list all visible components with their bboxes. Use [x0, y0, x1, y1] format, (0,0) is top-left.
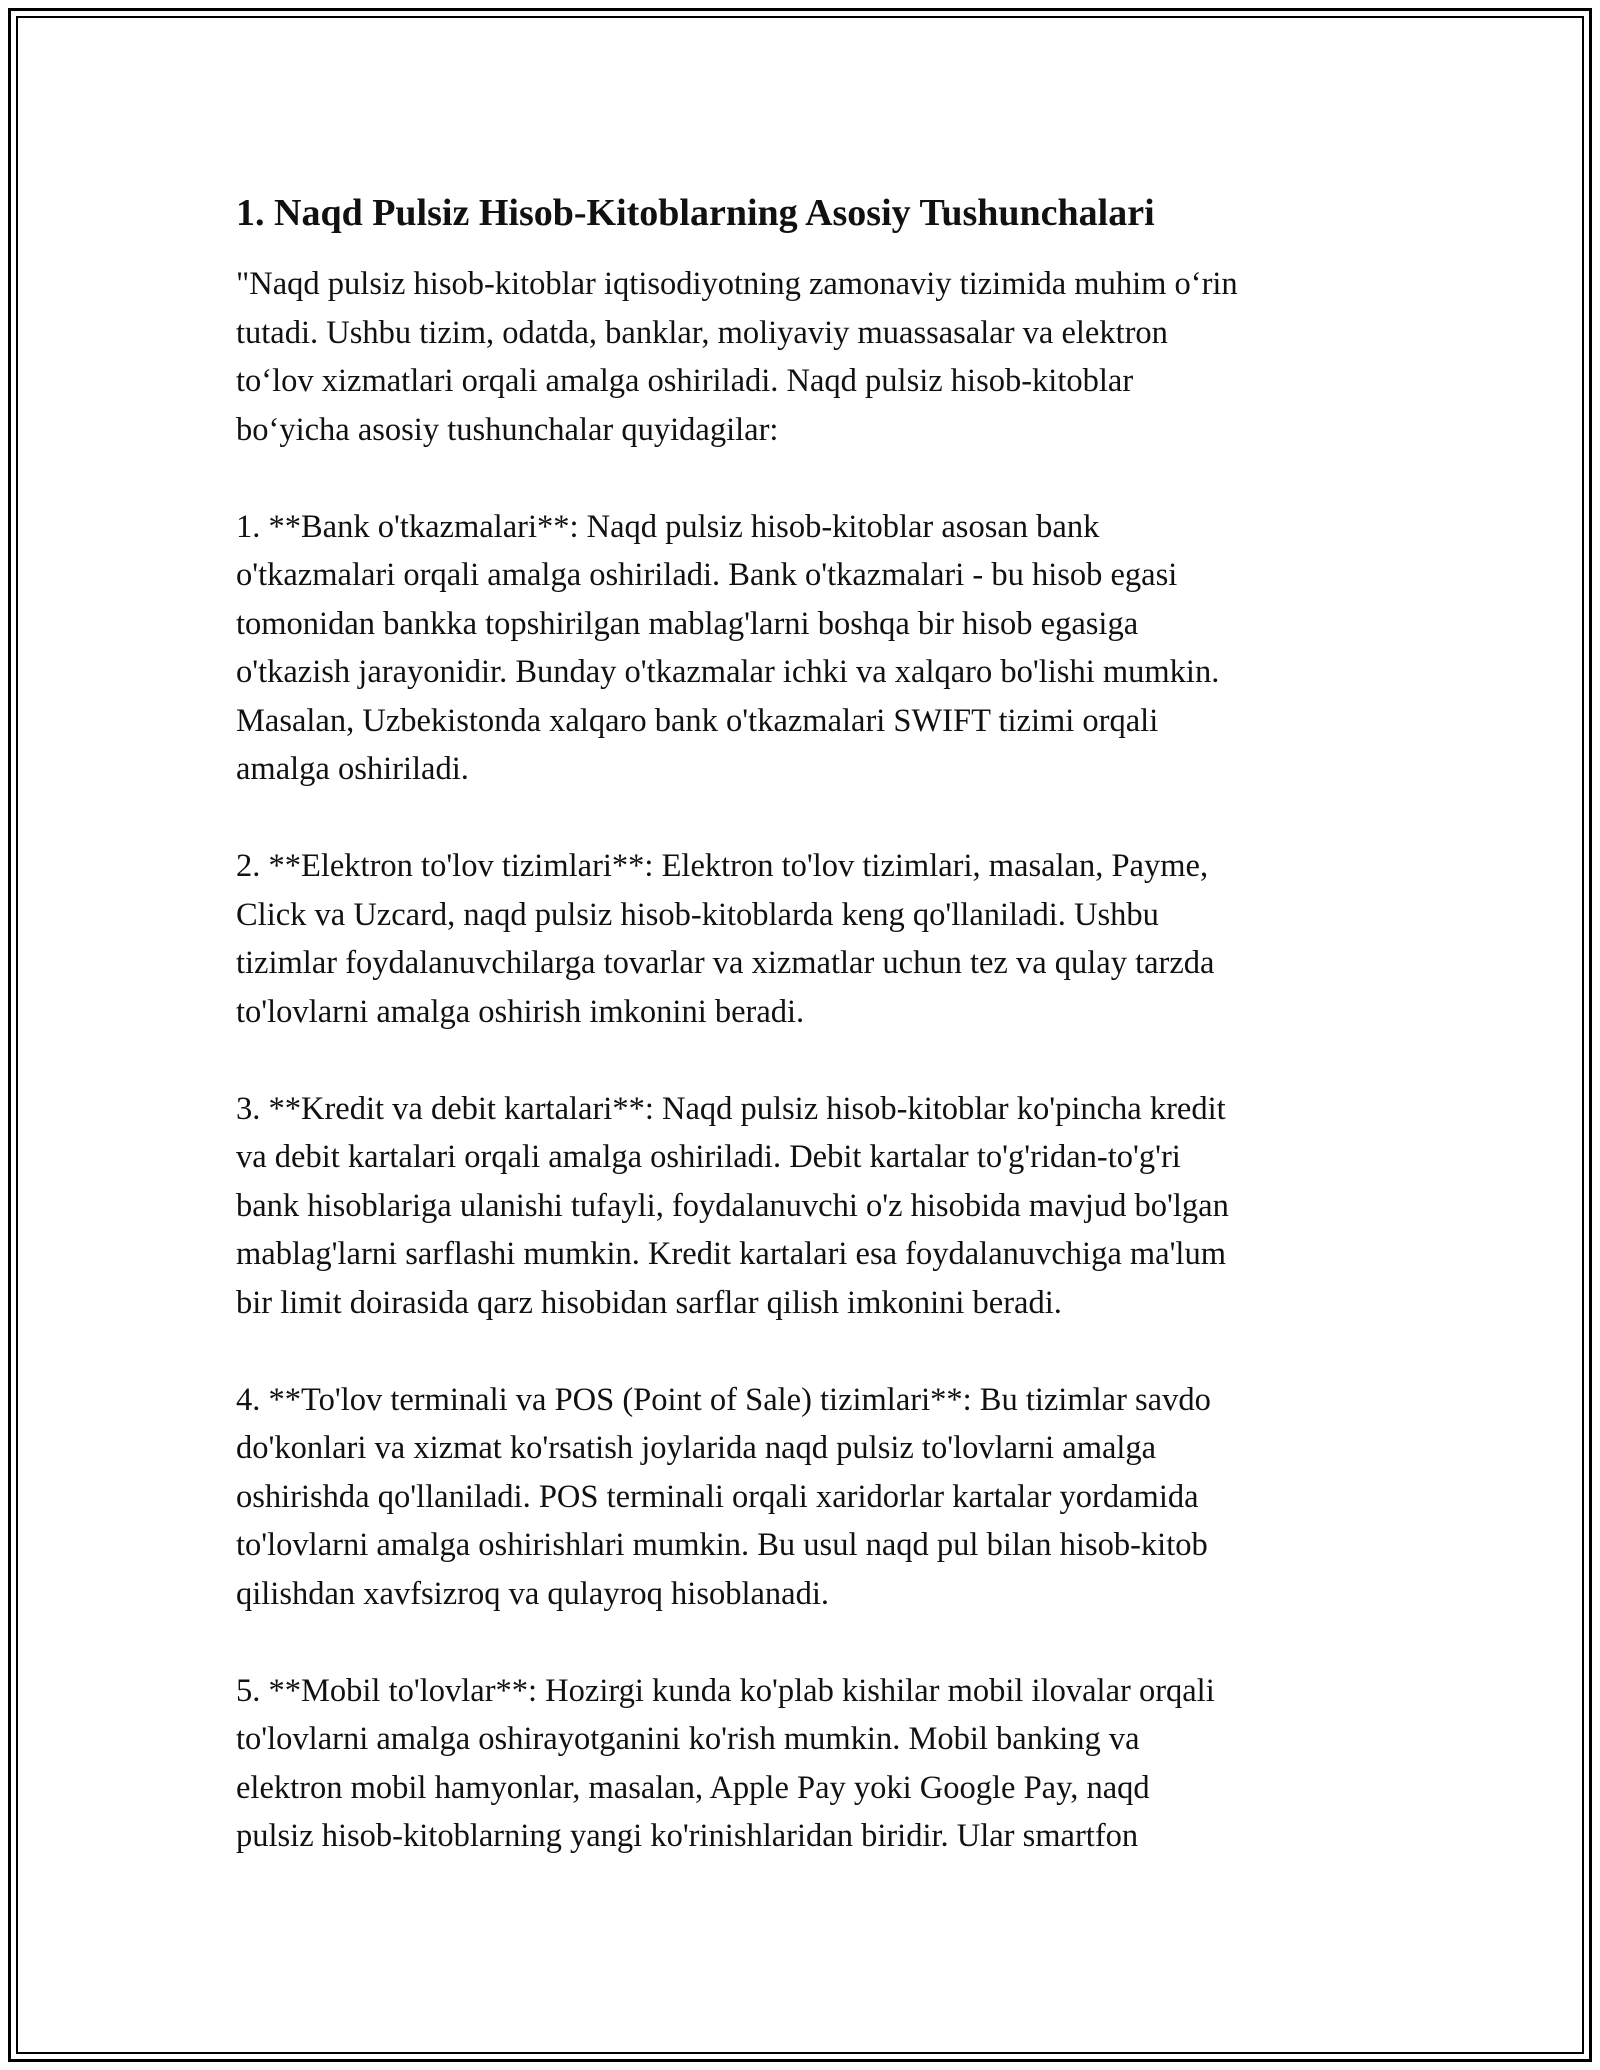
text-line: "Naqd pulsiz hisob-kitoblar iqtisodiyotning zamonaviy tizimida muhim o‘rin [236, 266, 1238, 302]
text-line: 5. **Mobil to'lovlar**: Hozirgi kunda ko'plab kishilar mobil ilovalar orqali [236, 1672, 1215, 1709]
text-line: to'lovlarni amalga oshirish imkonini beradi. [236, 993, 805, 1030]
text-line: o'tkazmalari orqali amalga oshiriladi. Bank o'tkazmalari - bu hisob egasi [236, 557, 1178, 593]
paragraph [236, 842, 1376, 1036]
text-line: to'lovlarni amalga oshirishlari mumkin. Bu usul naqd pul bilan hisob-kitob [236, 1527, 1208, 1563]
text-line: o'tkazish jarayonidir. Bunday o'tkazmalar ichki va xalqaro bo'lishi mumkin. [236, 654, 1220, 690]
paragraph [236, 260, 1376, 454]
paragraph [236, 1376, 1376, 1619]
text-line: do'konlari va xizmat ko'rsatish joylarida naqd pulsiz to'lovlarni amalga [236, 1430, 1157, 1466]
text-line: oshirishda qo'llaniladi. POS terminali orqali xaridorlar kartalar yordamida [236, 1478, 1199, 1515]
text-line: tutadi. Ushbu tizim, odatda, banklar, moliyaviy muassasalar va elektron [236, 314, 1168, 351]
text-line: pulsiz hisob-kitoblarning yangi ko'rinishlaridan biridir. Ular smartfon [236, 1818, 1139, 1854]
section-heading: 1. Naqd Pulsiz Hisob-Kitoblarning Asosiy Tushunchalari [236, 192, 1155, 234]
text-line: 4. **To'lov terminali va POS (Point of Sale) tizimlari**: Bu tizimlar savdo [236, 1381, 1211, 1418]
text-line: to‘lov xizmatlari orqali amalga oshiriladi. Naqd pulsiz hisob-kitoblar [236, 363, 1134, 399]
text-line: va debit kartalari orqali amalga oshiriladi. Debit kartalar to'g'ridan-to'g'ri [236, 1139, 1181, 1175]
text-line: to'lovlarni amalga oshirayotganini ko'rish mumkin. Mobil banking va [236, 1721, 1140, 1757]
text-line: 3. **Kredit va debit kartalari**: Naqd pulsiz hisob-kitoblar ko'pincha kredit [236, 1090, 1226, 1127]
paragraph-list [236, 260, 1376, 1861]
text-line: bir limit doirasida qarz hisobidan sarflar qilish imkonini beradi. [236, 1284, 1062, 1321]
text-line: Masalan, Uzbekistonda xalqaro bank o'tkazmalari SWIFT tizimi orqali [236, 702, 1159, 739]
paragraph [236, 503, 1376, 794]
text-line: 1. **Bank o'tkazmalari**: Naqd pulsiz hisob-kitoblar asosan bank [236, 508, 1100, 545]
text-line: 2. **Elektron to'lov tizimlari**: Elektron to'lov tizimlari, masalan, Payme, [236, 848, 1209, 884]
text-line: elektron mobil hamyonlar, masalan, Apple Pay yoki Google Pay, naqd [236, 1769, 1150, 1806]
document-body [236, 188, 1376, 1909]
paragraph [236, 1085, 1376, 1328]
text-line: tizimlar foydalanuvchilarga tovarlar va xizmatlar uchun tez va qulay tarzda [236, 945, 1215, 981]
text-line: qilishdan xavfsizroq va qulayroq hisoblanadi. [236, 1575, 829, 1612]
text-line: Click va Uzcard, naqd pulsiz hisob-kitoblarda keng qo'llaniladi. Ushbu [236, 896, 1159, 933]
text-line: amalga oshiriladi. [236, 751, 469, 787]
paragraph [236, 1667, 1376, 1861]
text-line: bo‘yicha asosiy tushunchalar quyidagilar: [236, 411, 779, 448]
text-line: mablag'larni sarflashi mumkin. Kredit kartalari esa foydalanuvchiga ma'lum [236, 1236, 1226, 1272]
text-line: bank hisoblariga ulanishi tufayli, foydalanuvchi o'z hisobida mavjud bo'lgan [236, 1187, 1229, 1224]
text-line: tomonidan bankka topshirilgan mablag'larni boshqa bir hisob egasiga [236, 605, 1139, 642]
